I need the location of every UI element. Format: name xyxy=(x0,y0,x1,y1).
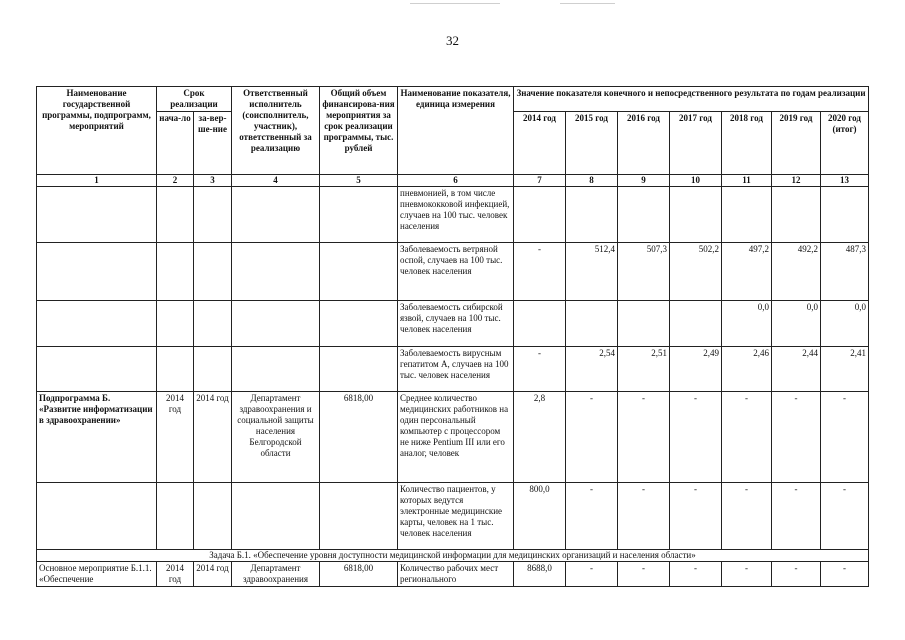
cell-value: 2,46 xyxy=(722,347,772,392)
cell-value: 492,2 xyxy=(772,243,821,301)
cell-value xyxy=(670,301,722,347)
column-number: 5 xyxy=(320,175,398,187)
cell-funding: 6818,00 xyxy=(320,562,398,587)
column-number-row xyxy=(37,175,869,187)
table-row xyxy=(37,392,869,483)
cell-value: 502,2 xyxy=(670,243,722,301)
cell-value xyxy=(514,187,566,243)
cell-name: Основное мероприятие Б.1.1. «Обеспечение xyxy=(37,562,157,587)
cell-start: 2014 год xyxy=(157,562,194,587)
header-indicator: Наименование показателя, единица измерения xyxy=(398,87,514,175)
cell-value: 2,49 xyxy=(670,347,722,392)
cell-name xyxy=(37,187,157,243)
cell-end xyxy=(194,301,232,347)
scan-artifact-line xyxy=(410,3,500,4)
cell-value xyxy=(722,187,772,243)
cell-value xyxy=(566,187,618,243)
cell-value: - xyxy=(722,392,772,483)
cell-value: 2,44 xyxy=(772,347,821,392)
cell-value: - xyxy=(514,347,566,392)
cell-end xyxy=(194,187,232,243)
task-row xyxy=(37,550,869,562)
cell-value: - xyxy=(514,243,566,301)
cell-funding xyxy=(320,301,398,347)
cell-value: - xyxy=(772,483,821,550)
cell-value: 2,8 xyxy=(514,392,566,483)
cell-responsible xyxy=(232,347,320,392)
header-funding: Общий объем финансирова-ния мероприятия за срок реализации программы, тыс. рублей xyxy=(320,87,398,175)
table-row xyxy=(37,483,869,550)
cell-value: - xyxy=(618,562,670,587)
cell-value: 512,4 xyxy=(566,243,618,301)
cell-start xyxy=(157,187,194,243)
cell-funding xyxy=(320,243,398,301)
header-values-group: Значение показателя конечного и непосредственного результата по годам реализации xyxy=(514,87,869,112)
column-number: 8 xyxy=(566,175,618,187)
header-row-1 xyxy=(37,87,869,112)
column-number: 7 xyxy=(514,175,566,187)
cell-indicator: Количество рабочих мест регионального xyxy=(398,562,514,587)
cell-value: - xyxy=(566,562,618,587)
column-number: 1 xyxy=(37,175,157,187)
cell-value xyxy=(566,301,618,347)
cell-value xyxy=(618,301,670,347)
cell-end xyxy=(194,483,232,550)
cell-value: - xyxy=(772,562,821,587)
cell-name xyxy=(37,483,157,550)
cell-indicator: Заболеваемость сибирской язвой, случаев на 100 тыс. человек населения xyxy=(398,301,514,347)
table-row xyxy=(37,347,869,392)
cell-value xyxy=(772,187,821,243)
task-title: Задача Б.1. «Обеспечение уровня доступности медицинской информации для медицинских организаций и населения области» xyxy=(37,550,869,562)
header-year: 2015 год xyxy=(566,112,618,175)
cell-funding xyxy=(320,483,398,550)
cell-indicator: Среднее количество медицинских работников на один персональный компьютер с процессором не ниже Pentium III или его аналог, человек xyxy=(398,392,514,483)
cell-value: - xyxy=(722,562,772,587)
cell-value: 497,2 xyxy=(722,243,772,301)
column-number: 10 xyxy=(670,175,722,187)
cell-value: - xyxy=(821,483,869,550)
cell-value: 0,0 xyxy=(772,301,821,347)
cell-end xyxy=(194,243,232,301)
cell-value xyxy=(514,301,566,347)
header-year: 2016 год xyxy=(618,112,670,175)
header-year: 2017 год xyxy=(670,112,722,175)
header-name: Наименование государственной программы, подпрограмм, мероприятий xyxy=(37,87,157,175)
cell-value: - xyxy=(566,483,618,550)
header-year: 2014 год xyxy=(514,112,566,175)
cell-end: 2014 год xyxy=(194,392,232,483)
cell-name xyxy=(37,301,157,347)
header-year: 2018 год xyxy=(722,112,772,175)
cell-value xyxy=(618,187,670,243)
cell-start xyxy=(157,301,194,347)
cell-value: - xyxy=(821,562,869,587)
cell-name xyxy=(37,347,157,392)
cell-name xyxy=(37,243,157,301)
cell-value: 2,51 xyxy=(618,347,670,392)
table-row xyxy=(37,562,869,587)
cell-start xyxy=(157,483,194,550)
column-number: 12 xyxy=(772,175,821,187)
scan-artifact-line xyxy=(560,3,615,4)
header-responsible: Ответственный исполнитель (соисполнитель, участник), ответственный за реализацию xyxy=(232,87,320,175)
cell-value: - xyxy=(566,392,618,483)
cell-value: 0,0 xyxy=(821,301,869,347)
header-period-end: за-вер-ше-ние xyxy=(194,112,232,175)
cell-responsible: Департамент здравоохранения xyxy=(232,562,320,587)
cell-value xyxy=(670,187,722,243)
cell-funding xyxy=(320,187,398,243)
cell-indicator: Заболеваемость вирусным гепатитом А, случаев на 100 тыс. человек населения xyxy=(398,347,514,392)
cell-value: - xyxy=(670,392,722,483)
column-number: 2 xyxy=(157,175,194,187)
cell-name: Подпрограмма Б. «Развитие информатизации в здравоохранении» xyxy=(37,392,157,483)
cell-funding xyxy=(320,347,398,392)
table-row xyxy=(37,301,869,347)
cell-value: - xyxy=(821,392,869,483)
cell-value: - xyxy=(618,392,670,483)
cell-value: 507,3 xyxy=(618,243,670,301)
page-number: 32 xyxy=(446,33,459,48)
column-number: 13 xyxy=(821,175,869,187)
cell-responsible xyxy=(232,243,320,301)
header-period: Срок реализации xyxy=(157,87,232,112)
cell-indicator: Заболеваемость ветряной оспой, случаев на 100 тыс. человек населения xyxy=(398,243,514,301)
column-number: 4 xyxy=(232,175,320,187)
cell-responsible: Департамент здравоохранения и социальной защиты населения Белгородской области xyxy=(232,392,320,483)
cell-value: 0,0 xyxy=(722,301,772,347)
cell-responsible xyxy=(232,301,320,347)
cell-value: 2,54 xyxy=(566,347,618,392)
header-period-start: нача-ло xyxy=(157,112,194,175)
cell-responsible xyxy=(232,187,320,243)
header-year: 2019 год xyxy=(772,112,821,175)
cell-funding: 6818,00 xyxy=(320,392,398,483)
cell-responsible xyxy=(232,483,320,550)
cell-value: 800,0 xyxy=(514,483,566,550)
cell-value xyxy=(821,187,869,243)
column-number: 9 xyxy=(618,175,670,187)
column-number: 11 xyxy=(722,175,772,187)
column-number: 3 xyxy=(194,175,232,187)
cell-value: - xyxy=(722,483,772,550)
cell-start xyxy=(157,243,194,301)
cell-value: - xyxy=(772,392,821,483)
column-number: 6 xyxy=(398,175,514,187)
table-row xyxy=(37,187,869,243)
cell-indicator: пневмонией, в том числе пневмококковой инфекцией, случаев на 100 тыс. человек населения xyxy=(398,187,514,243)
table-row xyxy=(37,243,869,301)
cell-start xyxy=(157,347,194,392)
cell-value: - xyxy=(670,483,722,550)
indicator-table xyxy=(36,86,869,587)
cell-start: 2014 год xyxy=(157,392,194,483)
cell-value: 8688,0 xyxy=(514,562,566,587)
cell-indicator: Количество пациентов, у которых ведутся электронные медицинские карты, человек на 1 тыс. человек населения xyxy=(398,483,514,550)
header-year: 2020 год (итог) xyxy=(821,112,869,175)
cell-value: 2,41 xyxy=(821,347,869,392)
cell-end: 2014 год xyxy=(194,562,232,587)
cell-end xyxy=(194,347,232,392)
cell-value: - xyxy=(618,483,670,550)
cell-value: 487,3 xyxy=(821,243,869,301)
cell-value: - xyxy=(670,562,722,587)
indicator-table-wrapper xyxy=(36,86,869,587)
